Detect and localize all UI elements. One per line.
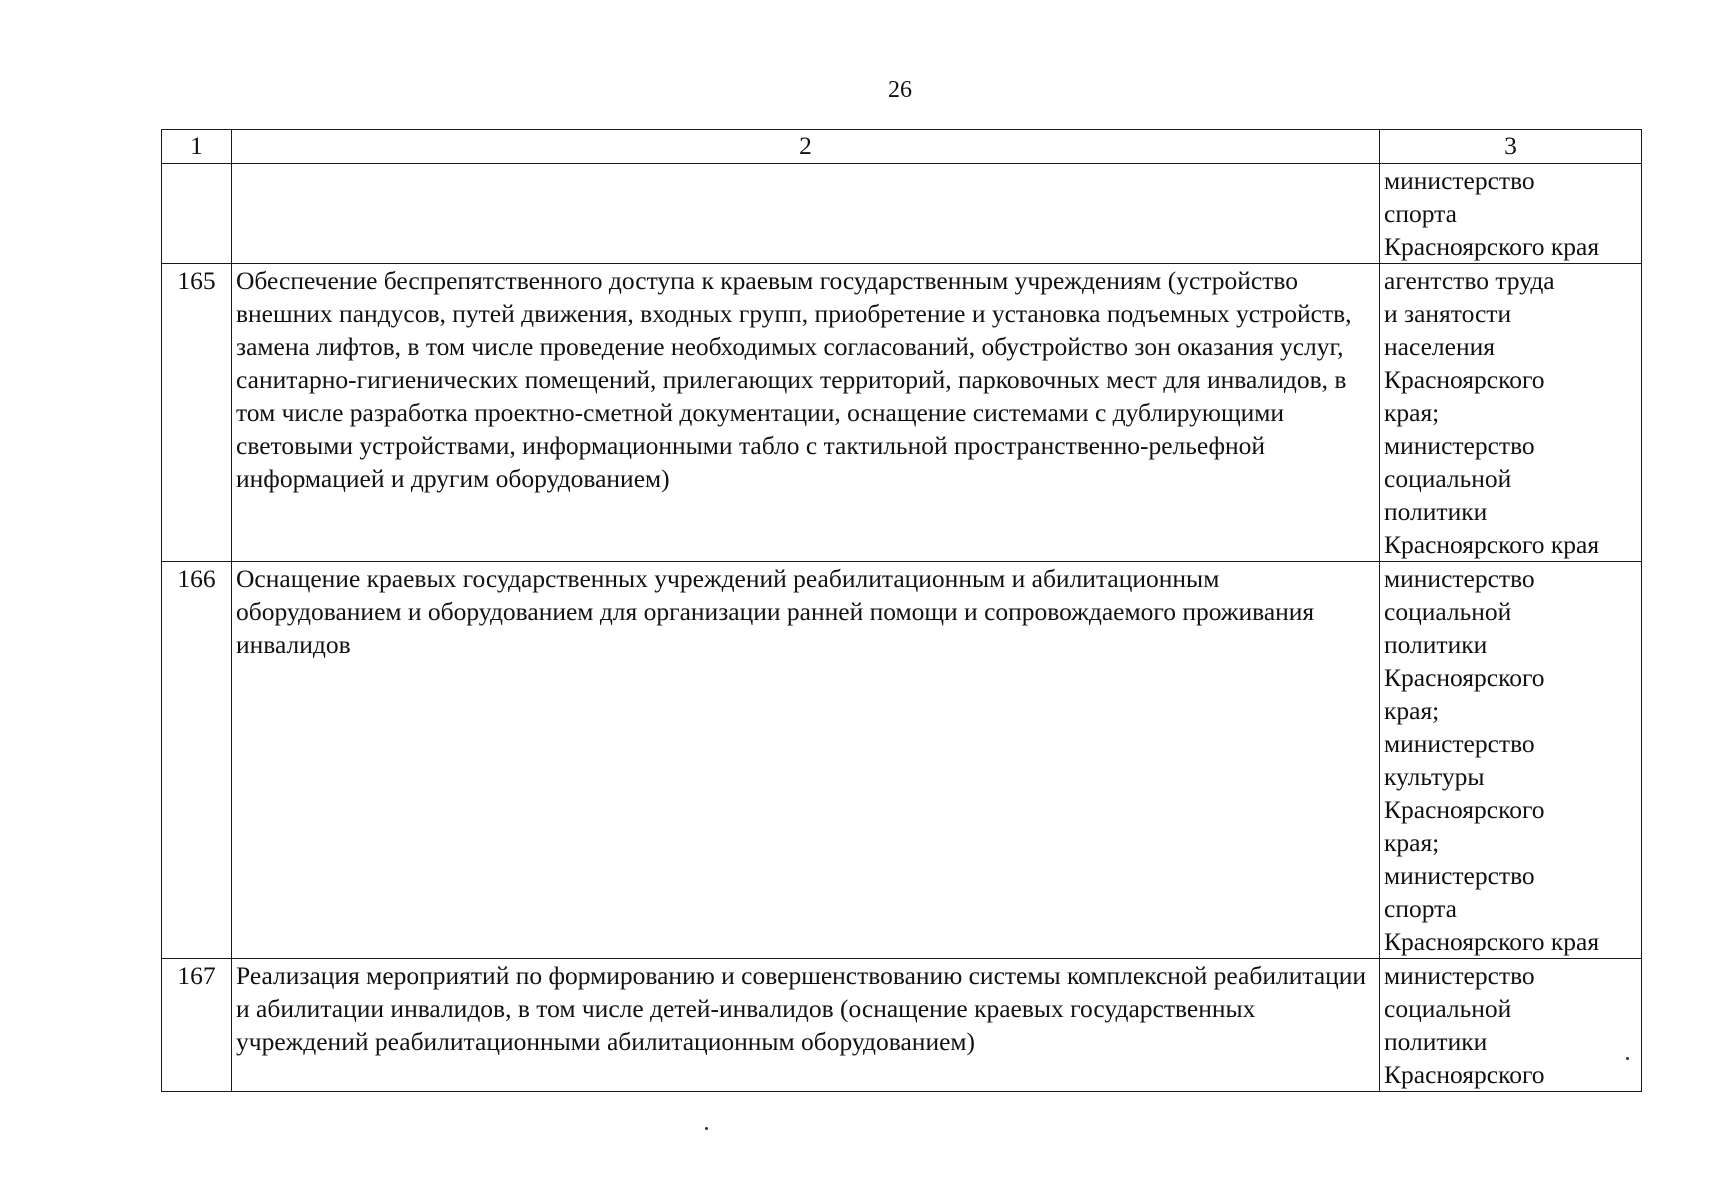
row-responsible bbox=[1380, 164, 1642, 264]
responsible-line: Красноярского края bbox=[1384, 232, 1600, 261]
responsible-line: Красноярского bbox=[1384, 1060, 1545, 1089]
page-number: 26 bbox=[888, 77, 912, 103]
row-description: Оснащение краевых государственных учреждений реабилитационным и абилитационным оборудованием и оборудованием для организации ранней помощи и сопровождаемого проживания инвалидов bbox=[232, 562, 1380, 959]
row-responsible bbox=[1380, 959, 1642, 1092]
row-number: 166 bbox=[162, 562, 232, 959]
responsible-line: министерство bbox=[1384, 961, 1535, 990]
responsible-line: министерство bbox=[1384, 729, 1535, 758]
responsible-line: министерство bbox=[1384, 564, 1535, 593]
responsible-line: и занятости bbox=[1384, 299, 1512, 328]
row-description: Реализация мероприятий по формированию и совершенствованию системы комплексной реабилитации и абилитации инвалидов, в том числе детей-инвалидов (оснащение краевых государственных учреждений реабилитационными абилитационным оборудованием) bbox=[232, 959, 1380, 1092]
responsible-line: культуры bbox=[1384, 762, 1485, 791]
table-row-165 bbox=[162, 264, 1642, 562]
scan-speck bbox=[705, 1127, 708, 1130]
continuation-row bbox=[162, 164, 1642, 264]
header-col-1: 1 bbox=[162, 130, 232, 164]
table-row-166 bbox=[162, 562, 1642, 959]
row-number bbox=[162, 164, 232, 264]
responsible-line: населения bbox=[1384, 332, 1495, 361]
responsible-line: министерство bbox=[1384, 166, 1535, 195]
responsible-line: Красноярского края bbox=[1384, 530, 1600, 559]
responsible-line: социальной bbox=[1384, 464, 1512, 493]
responsible-line: края; bbox=[1384, 398, 1440, 427]
row-responsible bbox=[1380, 562, 1642, 959]
responsible-line: Красноярского bbox=[1384, 365, 1545, 394]
responsible-line: Красноярского края bbox=[1384, 927, 1600, 956]
measures-table bbox=[161, 129, 1642, 1092]
scan-speck bbox=[1626, 1057, 1629, 1060]
responsible-line: Красноярского bbox=[1384, 795, 1545, 824]
responsible-line: министерство bbox=[1384, 861, 1535, 890]
responsible-line: спорта bbox=[1384, 199, 1457, 228]
responsible-line: агентство труда bbox=[1384, 266, 1555, 295]
table-row-167 bbox=[162, 959, 1642, 1092]
table-header-row bbox=[162, 130, 1642, 164]
row-number: 165 bbox=[162, 264, 232, 562]
row-description: Обеспечение беспрепятственного доступа к краевым государственным учреждениям (устройство внешних пандусов, путей движения, входных групп, приобретение и установка подъемных устройств, замена лифтов, в том числе проведение необходимых согласований, обустройство зон оказания услуг, санитарно-гигиенических помещений, прилегающих территорий, парковочных мест для инвалидов, в том числе разработка проектно-сметной документации, оснащение системами с дублирующими световыми устройствами, информационными табло с тактильной пространственно-рельефной информацией и другим оборудованием) bbox=[232, 264, 1380, 562]
responsible-line: социальной bbox=[1384, 994, 1512, 1023]
row-responsible bbox=[1380, 264, 1642, 562]
responsible-line: края; bbox=[1384, 828, 1440, 857]
responsible-line: министерство bbox=[1384, 431, 1535, 460]
row-number: 167 bbox=[162, 959, 232, 1092]
responsible-line: политики bbox=[1384, 630, 1488, 659]
header-col-2: 2 bbox=[232, 130, 1380, 164]
responsible-line: Красноярского bbox=[1384, 663, 1545, 692]
row-description bbox=[232, 164, 1380, 264]
responsible-line: политики bbox=[1384, 497, 1488, 526]
responsible-line: края; bbox=[1384, 696, 1440, 725]
responsible-line: социальной bbox=[1384, 597, 1512, 626]
header-col-3: 3 bbox=[1380, 130, 1642, 164]
responsible-line: спорта bbox=[1384, 894, 1457, 923]
responsible-line: политики bbox=[1384, 1027, 1488, 1056]
